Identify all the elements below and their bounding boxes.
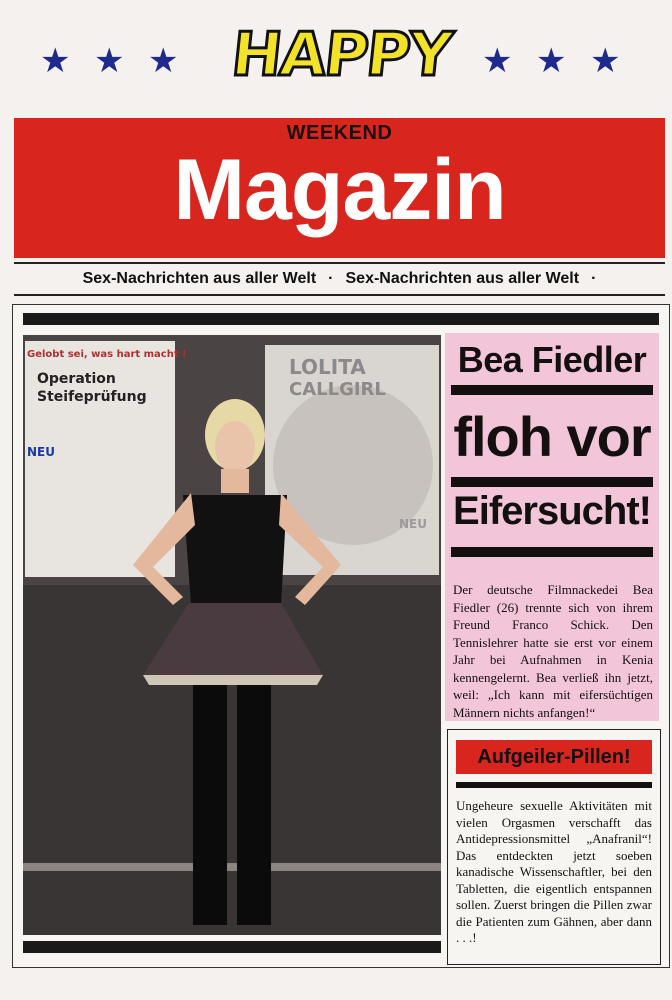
weekend-label: WEEKEND (286, 122, 393, 144)
tagline (14, 262, 665, 296)
star-icon: ★ (148, 42, 179, 80)
bottom-rule (23, 941, 441, 953)
headline-bar (451, 385, 653, 395)
star-icon: ★ (40, 42, 71, 80)
star-icon: ★ (536, 42, 567, 80)
tagline-end: · (591, 270, 597, 287)
top-rule (23, 313, 659, 325)
headline-bar (451, 547, 653, 557)
magazine-title: Magazin (173, 142, 506, 238)
headline-bar (456, 782, 652, 788)
poster2-title-1: LOLITA (289, 355, 366, 379)
article1-body: Der deutsche Filmnackedei Bea Fiedler (26) trennte sich von ihrem Freund Franco Schick. Den Tennislehrer hatte sie erst vor einem Jahr bei Aufnahmen in Kenia kennengelernt. Bea verließ ihn jetzt, weil: „Ich kann mit eifersüchtigen Männern nichts anfangen!“ (453, 582, 653, 720)
article1-headline-1: Bea Fiedler (457, 339, 647, 380)
tagline-right: Sex-Nachrichten aus aller Welt (345, 270, 580, 287)
article1-headline-2: floh vor (453, 405, 651, 468)
star-icon: ★ (94, 42, 125, 80)
tagline-separator: · (328, 270, 334, 287)
article1-headline-3: Eifersucht! (453, 489, 651, 533)
poster2-badge: NEU (399, 517, 427, 531)
article2-box (447, 729, 661, 965)
article2-body: Ungeheure sexuelle Aktivitäten mit vielen Orgasmen verschafft das Antidepressionsmittel „Anafranil“! Das entdeckten jetzt soeben kanadische Wissenschaftler, bei den Tabletten, die eigentlich entspannen sollen. Zuerst bringen die Pillen zwar die Patienten zum Gähnen, aber dann . . .! (456, 798, 652, 945)
star-icon: ★ (590, 42, 621, 80)
poster-badge: NEU (27, 445, 55, 459)
poster-caption: Gelobt sei, was hart macht ! (27, 349, 187, 360)
photo (23, 335, 441, 935)
poster2-title-2: CALLGIRL (289, 379, 386, 400)
poster-title-1: Operation (37, 371, 116, 387)
poster-title-2: Steifeprüfung (37, 389, 147, 405)
tagline-left: Sex-Nachrichten aus aller Welt (82, 270, 317, 287)
article-frame (12, 304, 670, 968)
masthead-banner (14, 118, 665, 258)
happy-logo: HAPPY (228, 20, 454, 90)
article2-headline: Aufgeiler-Pillen! (456, 740, 652, 774)
article1-panel (445, 333, 659, 721)
star-icon: ★ (482, 42, 513, 80)
